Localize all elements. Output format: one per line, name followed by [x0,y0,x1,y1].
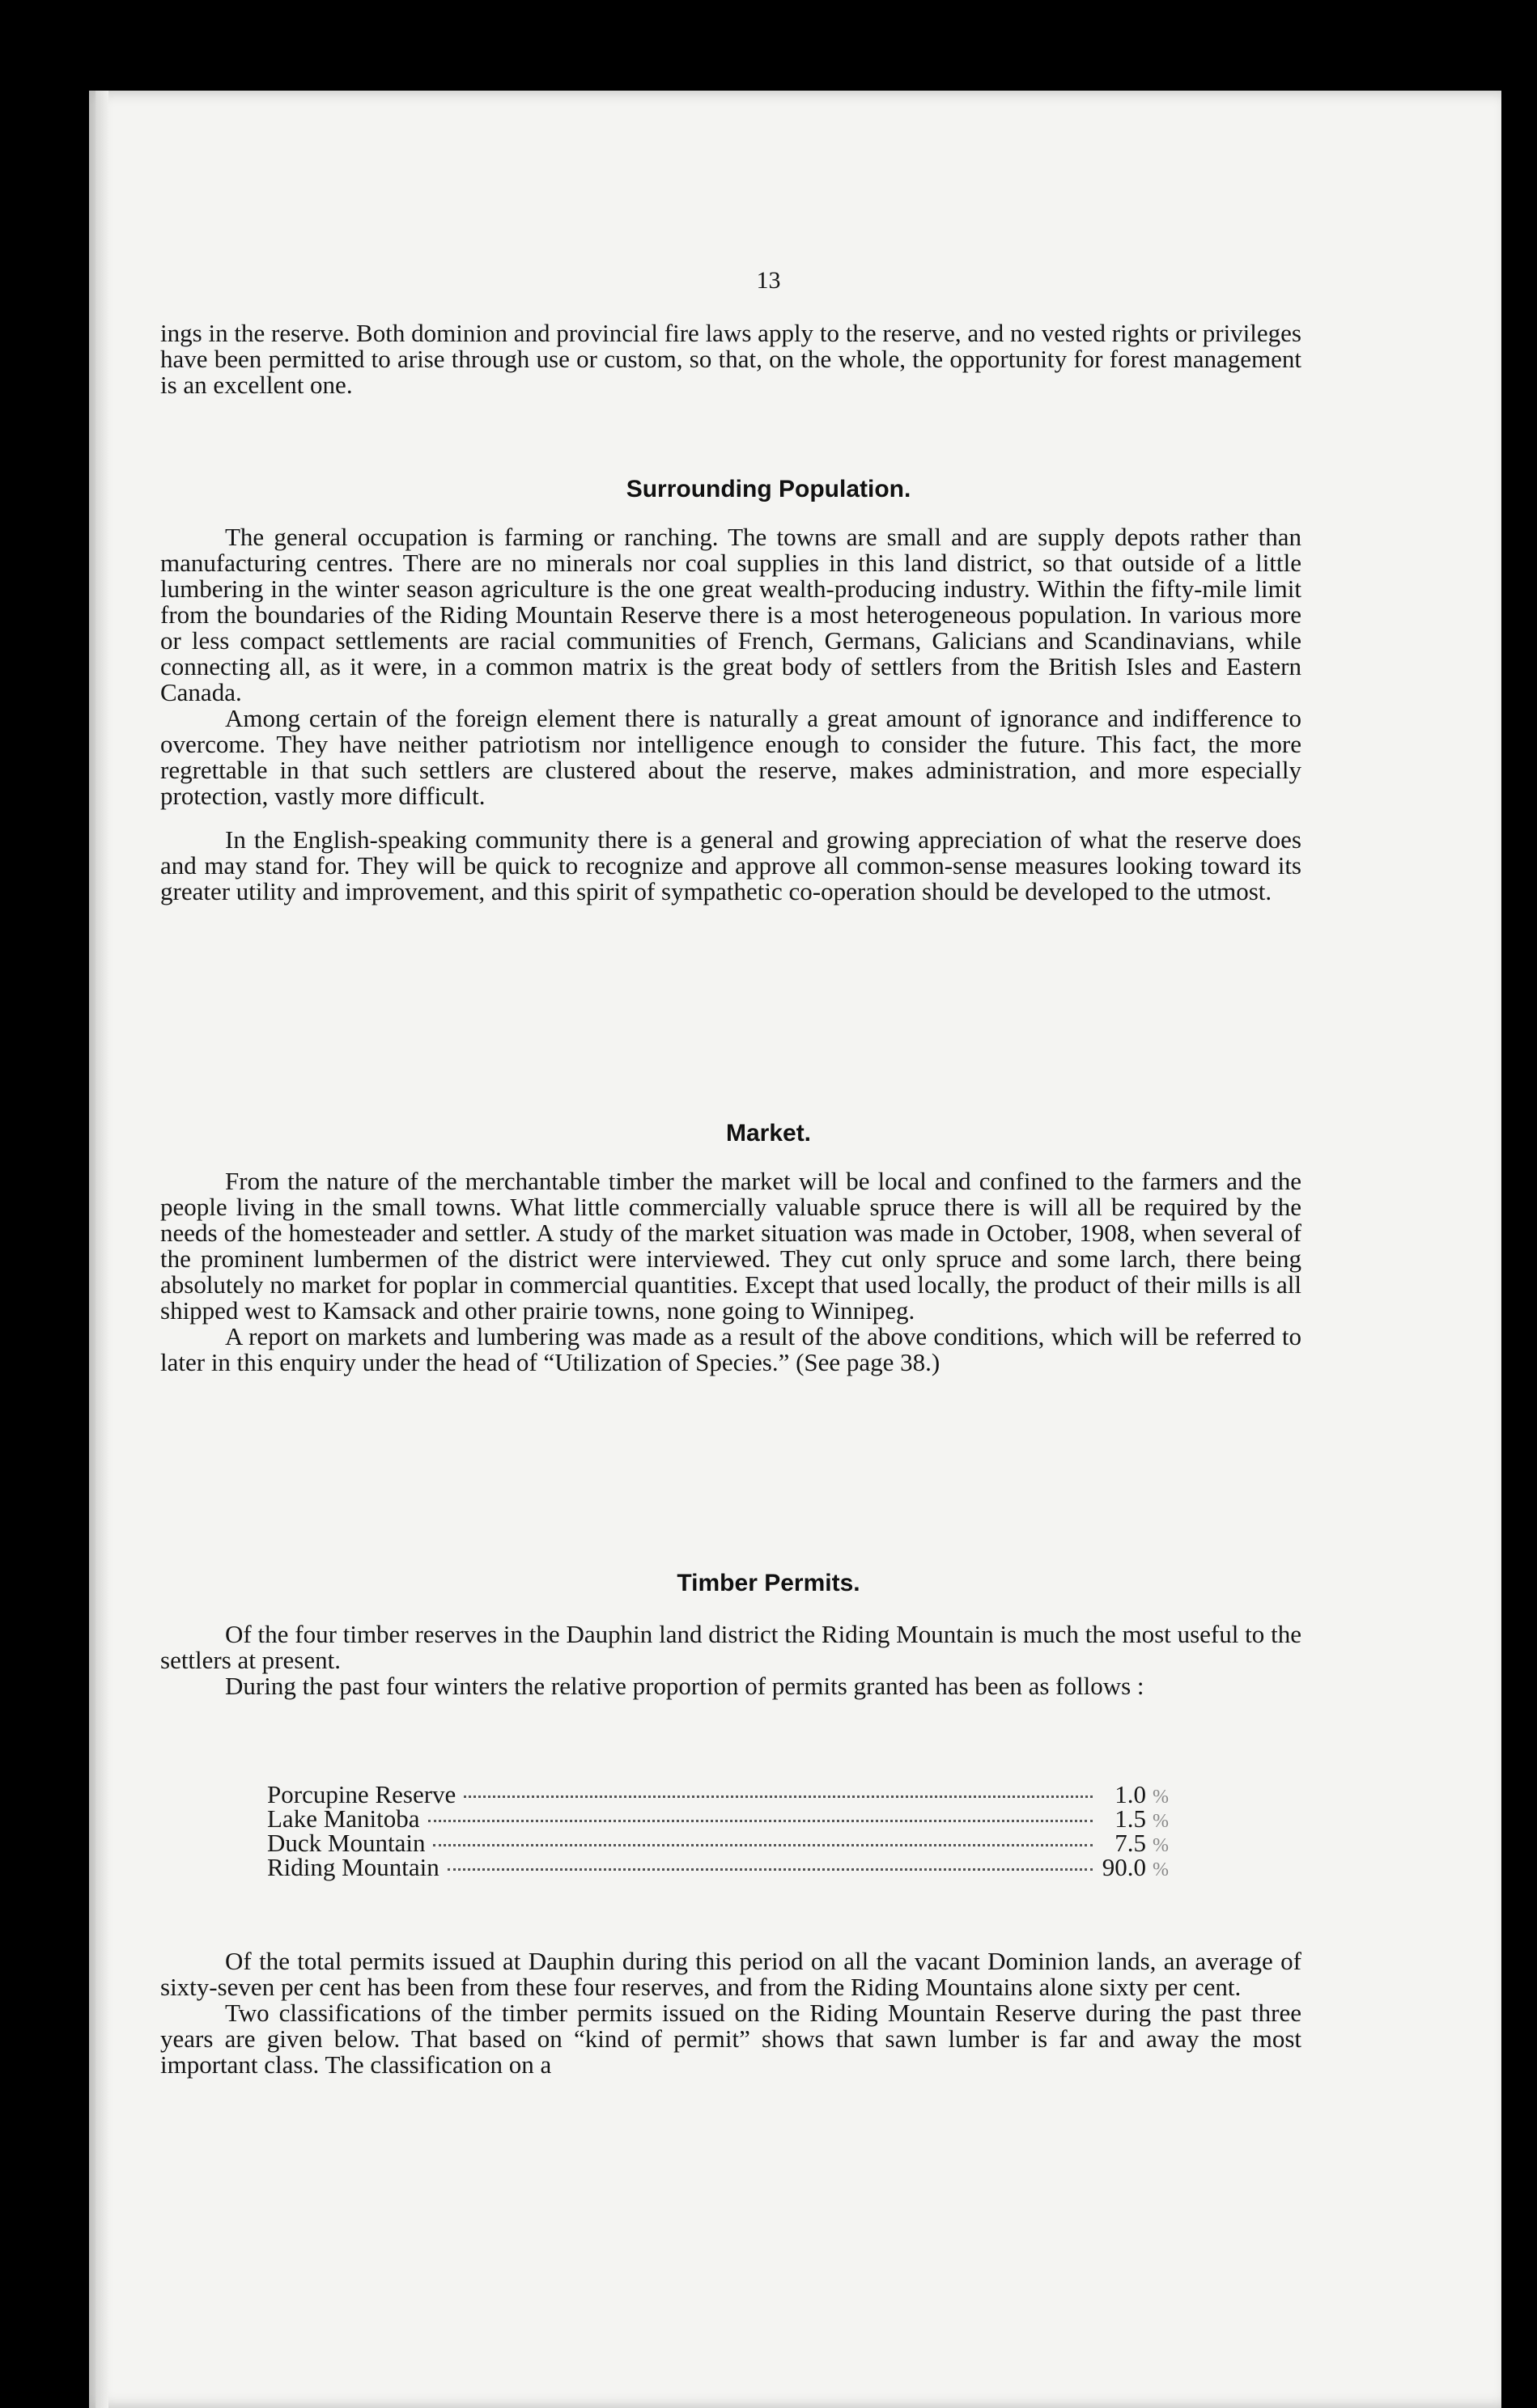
page-edge-shadow [96,91,108,2408]
reserve-name: Riding Mountain [267,1853,439,1881]
reserve-name: Duck Mountain [267,1829,426,1857]
section-timber-permits-continued [160,1948,1301,2078]
reserve-value: 7.5 [1115,1829,1146,1857]
heading-surrounding-population: Surrounding Population. [626,476,911,502]
percent-sign: % [1153,1835,1169,1856]
percent-sign: % [1153,1811,1169,1832]
paragraph: In the English-speaking community there is a general and growing appreciation of what the reserve does and may stand for. They will be quick to recognize and approve all common-sense measures looking toward its greater utility and improvement, and this spirit of sympathetic co-operation should be developed to the utmost. [160,825,1301,905]
reserve-value: 1.5 [1115,1804,1146,1833]
reserve-value: 1.0 [1115,1780,1146,1808]
permits-proportion-table [267,1780,1182,1881]
reserve-name: Porcupine Reserve [267,1780,456,1808]
paragraph: The general occupation is farming or ranching. The towns are small and are supply depots rather than manufacturing centres. There are no minerals nor coal supplies in this land district, so that outside of a little lumbering in the winter season agriculture is the one great wealth-producing industry. Within the fifty-mile limit from the boundaries of the Riding Mountain Reserve there is a most heterogeneous population. In various more or less compact settlements are racial communities of French, Germans, Galicians and Scandinavians, while connecting all, as it were, in a common matrix is the great body of settlers from the British Isles and Eastern Canada. [160,523,1301,706]
leader-dots [464,1795,1093,1798]
table-row [267,1804,1182,1833]
reserve-value: 90.0 [1102,1853,1146,1881]
intro-text: ings in the reserve. Both dominion and provincial fire laws apply to the reserve, and no vested rights or privileges have been permitted to arise through use or custom, so that, on the whole, the opportunity for forest management is an excellent one. [160,319,1301,399]
section-timber-permits [160,1622,1301,1699]
paragraph: Two classifications of the timber permits issued on the Riding Mountain Reserve during the past three years are given below. That based on “kind of permit” shows that sawn lumber is far and away the most important class. The classification on a [160,1999,1301,2079]
paragraph: Among certain of the foreign element there is naturally a great amount of ignorance and indifference to overcome. They have neither patriotism nor intelligence enough to consider the future. This fact, the more regrettable in that such settlers are clustered about the reserve, makes administration, and more especially protection, vastly more difficult. [160,704,1301,810]
leader-dots [428,1820,1093,1822]
percent-sign: % [1153,1859,1169,1880]
intro-paragraph [160,320,1301,398]
section-market [160,1168,1301,1376]
section-surrounding-population [160,524,1301,905]
paragraph: During the past four winters the relative proportion of permits granted has been as follows : [225,1672,1144,1700]
leader-dots [448,1868,1093,1871]
paragraph: A report on markets and lumbering was made as a result of the above conditions, which will be referred to later in this enquiry under the head of “Utilization of Species.” (See page 38.) [160,1322,1301,1376]
leader-dots [433,1844,1093,1846]
reserve-name: Lake Manitoba [267,1804,420,1833]
paragraph: Of the four timber reserves in the Dauphin land district the Riding Mountain is much the most useful to the settlers at present. [160,1620,1301,1674]
paragraph: From the nature of the merchantable timber the market will be local and confined to the farmers and the people living in the small towns. What little commercially valuable spruce there is will all be required by the needs of the homesteader and settler. A study of the market situation was made in October, 1908, when several of the prominent lumbermen of the district were interviewed. They cut only spruce and some larch, there being absolutely no market for poplar in commercial quantities. Except that used locally, the product of their mills is all shipped west to Kamsack and other prairie towns, none going to Winnipeg. [160,1167,1301,1325]
heading-timber-permits: Timber Permits. [677,1570,860,1596]
page-number: 13 [756,267,781,294]
table-row [267,1780,1182,1808]
table-row [267,1829,1182,1857]
percent-sign: % [1153,1787,1169,1808]
heading-market: Market. [725,1120,812,1147]
paragraph: Of the total permits issued at Dauphin during this period on all the vacant Dominion lands, an average of sixty-seven per cent has been from these four reserves, and from the Riding Mountains alone sixty per cent. [160,1947,1301,2001]
table-row [267,1853,1182,1881]
